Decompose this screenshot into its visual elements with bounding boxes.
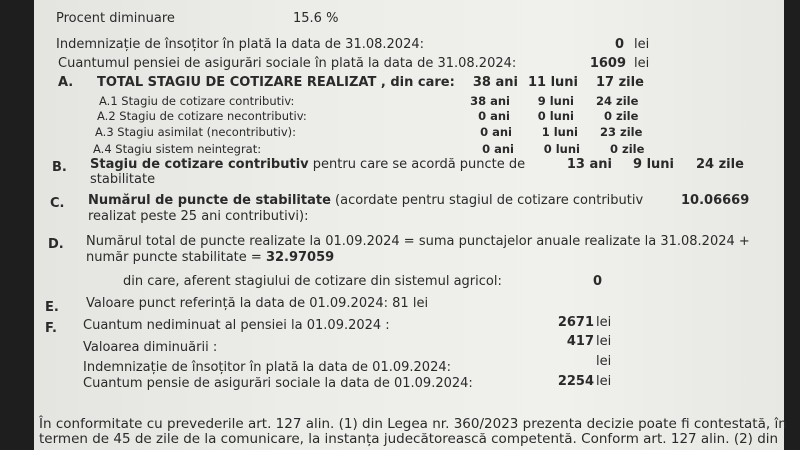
a1-luni: 9 luni	[537, 94, 574, 108]
section-b-title-bold: Stagiu de cotizare contributiv	[90, 157, 309, 172]
a3-ani: 0 ani	[480, 125, 512, 139]
section-d-line1: Numărul total de puncte realizate la 01.09.2024 = suma punctajelor anuale realizate la 31.08.2024 +	[86, 234, 750, 249]
a1-label: A.1 Stagiu de cotizare contributiv:	[99, 94, 295, 108]
f4-value: 2254	[557, 374, 594, 389]
section-b-letter: B.	[52, 160, 67, 175]
a4-luni: 0 luni	[543, 142, 580, 156]
agricol-label: din care, aferent stagiului de cotizare din sistemul agricol:	[123, 274, 502, 289]
section-c-title-rest: (acordate pentru stagiul de cotizare contributiv	[330, 193, 644, 208]
a3-label: A.3 Stagiu asimilat (necontributiv):	[95, 125, 297, 139]
section-b-ani: 13 ani	[566, 157, 612, 172]
indemnizatie-value: 0	[614, 37, 624, 52]
indemnizatie-unit: lei	[634, 37, 650, 52]
f2-unit: lei	[596, 334, 612, 349]
section-a-total-luni: 11 luni	[527, 75, 578, 90]
section-d-line2	[86, 250, 334, 265]
section-b-line2: stabilitate	[90, 172, 156, 187]
footer-line2: termen de 45 de zile de la comunicare, la instanța judecătorească competentă. Conform art. 127 alin. (2) din	[39, 431, 779, 447]
cuantum-unit: lei	[634, 56, 650, 71]
section-b-luni: 9 luni	[633, 157, 674, 172]
f1-value: 2671	[557, 315, 594, 330]
section-a-total-ani: 38 ani	[472, 75, 518, 90]
section-c-line2: realizat peste 25 ani contributivi):	[88, 209, 309, 224]
section-d-letter: D.	[48, 237, 64, 252]
section-b-title	[90, 157, 525, 172]
section-e-letter: E.	[45, 300, 59, 315]
cuantum-label: Cuantumul pensiei de asigurări sociale în plată la data de 31.08.2024:	[58, 56, 517, 71]
section-e-text: Valoare punct referință la data de 01.09.2024: 81 lei	[86, 296, 429, 311]
section-a-total-zile: 17 zile	[596, 75, 644, 90]
section-c-title-bold: Numărul de puncte de stabilitate	[88, 193, 331, 208]
section-a-letter: A.	[58, 75, 74, 90]
indemnizatie-label: Indemnizație de însoțitor în plată la data de 31.08.2024:	[56, 37, 424, 52]
f2-label: Valoarea diminuării :	[83, 340, 218, 355]
f4-unit: lei	[596, 374, 612, 389]
procent-value: 15.6 %	[293, 11, 339, 26]
f3-unit: lei	[596, 354, 612, 369]
cuantum-value: 1609	[589, 56, 626, 71]
procent-label: Procent diminuare	[56, 11, 175, 26]
section-c-letter: C.	[50, 196, 65, 211]
footer-line1: În conformitate cu prevederile art. 127 alin. (1) din Legea nr. 360/2023 prezenta decizie poate fi contestată, în	[39, 416, 787, 432]
section-d-line2-value: 32.97059	[265, 250, 335, 265]
a3-luni: 1 luni	[541, 125, 578, 139]
a3-zile: 23 zile	[600, 125, 643, 139]
a2-luni: 0 luni	[537, 109, 574, 123]
a2-zile: 0 zile	[604, 109, 639, 123]
a4-label: A.4 Stagiu sistem neintegrat:	[93, 142, 262, 156]
f4-label: Cuantum pensie de asigurări sociale la data de 01.09.2024:	[83, 376, 473, 391]
f2-value: 417	[566, 334, 594, 349]
f1-label: Cuantum nediminuat al pensiei la 01.09.2024 :	[83, 318, 390, 333]
a1-ani: 38 ani	[470, 94, 510, 108]
a4-zile: 0 zile	[610, 142, 645, 156]
a2-ani: 0 ani	[478, 109, 510, 123]
section-c-value: 10.06669	[681, 193, 750, 208]
f3-label: Indemnizație de însoțitor în plată la data de 01.09.2024:	[83, 360, 451, 375]
section-a-title: TOTAL STAGIU DE COTIZARE REALIZAT , din care:	[97, 75, 455, 90]
section-d-line2-text: număr puncte stabilitate =	[86, 250, 266, 265]
a2-label: A.2 Stagiu de cotizare necontributiv:	[97, 109, 307, 123]
a1-zile: 24 zile	[596, 94, 639, 108]
section-f-letter: F.	[45, 321, 57, 336]
section-b-title-rest: pentru care se acordă puncte de	[308, 157, 526, 172]
a4-ani: 0 ani	[482, 142, 514, 156]
section-c-title	[88, 193, 643, 208]
f1-unit: lei	[596, 315, 612, 330]
agricol-value: 0	[593, 274, 603, 289]
section-b-zile: 24 zile	[696, 157, 744, 172]
